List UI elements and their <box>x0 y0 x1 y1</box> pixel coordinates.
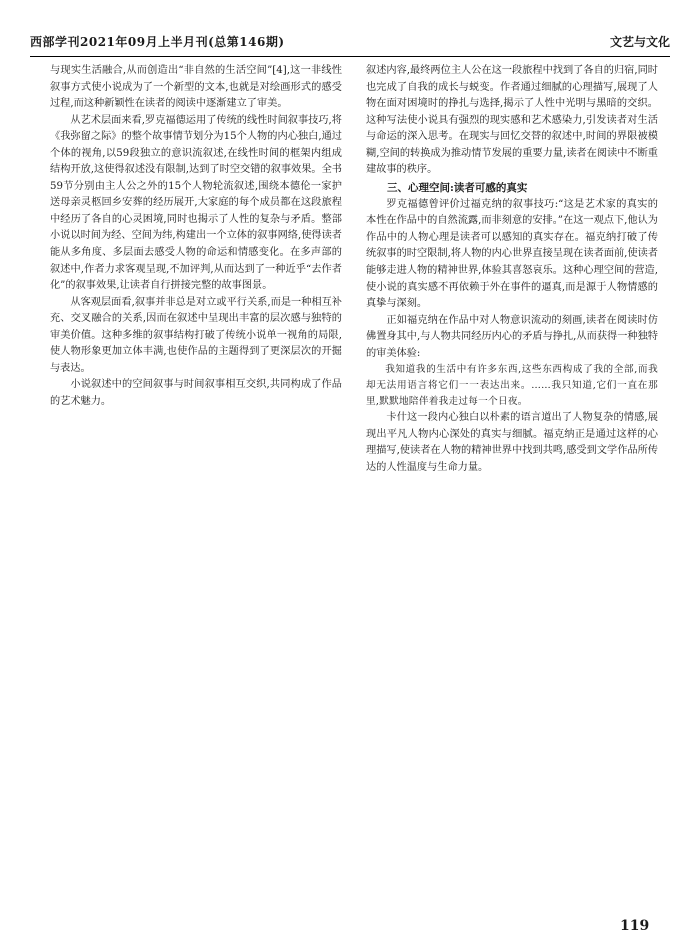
paragraph: 与现实生活融合,从而创造出“非自然的生活空间”[4],这一非线性叙事方式使小说成为了一个新型的文本,也就是对绘画形式的感受过程,而这种新颖性在读者的阅读中逐渐建立了审美。 <box>50 65 342 110</box>
page-number: 119 <box>620 918 650 934</box>
section-title: 文艺与文化 <box>609 35 670 49</box>
paragraph: 从艺术层面来看,罗克福德运用了传统的线性时间叙事技巧,将《我弥留之际》的整个故事情节划分为15个人物的内心独白,通过个体的视角,以59段独立的意识流叙述,在线性时间的框架内组成结构开放,这使得叙述没有限制,达到了时空交错的叙事效果。全书59节分别由主人公之外的15个人物轮流叙述,围绕本德伦一家护送母亲灵柩回乡安葬的经历展开,大家庭的每个成员都在这段旅程中经历了各自的心灵困境,同时也揭示了人性的复杂与矛盾。整部小说以时间为经、空间为纬,构建出一个立体的叙事网络,使得读者能从多角度、多层面去感受人物的命运和情感变化。在多声部的叙述中,作者力求客观呈现,不加评判,从而达到了一种近乎“去作者化”的叙事效果,让读者自行拼接完整的故事图景。 <box>50 114 342 292</box>
paragraph: 卡什这一段内心独白以朴素的语言道出了人物复杂的情感,展现出平凡人物内心深处的真实与细腻。福克纳正是通过这样的心理描写,使读者在人物的精神世界中找到共鸣,感受到文学作品所传达的人性温度与生命力量。 <box>366 412 658 473</box>
paragraph: 从客观层面看,叙事并非总是对立或平行关系,而是一种相互补充、交叉融合的关系,因而在叙述中呈现出丰富的层次感与独特的审美价值。这种多维的叙事结构打破了传统小说单一视角的局限,使人物形象更加立体丰满,也使作品的主题得到了更深层次的开掘与表达。 <box>50 296 342 374</box>
header-rule <box>30 56 670 57</box>
section-heading: 三、心理空间:读者可感的真实 <box>387 181 528 194</box>
journal-title: 西部学刊2021年09月上半月刊(总第146期) <box>30 35 285 49</box>
right-column <box>366 63 658 913</box>
paragraph: 叙述内容,最终两位主人公在这一段旅程中找到了各自的归宿,同时也完成了自我的成长与蜕变。作者通过细腻的心理描写,展现了人物在面对困境时的挣扎与选择,揭示了人性中光明与黑暗的交织。这种写法使小说具有强烈的现实感和艺术感染力,引发读者对生活与命运的深入思考。在现实与回忆交替的叙述中,时间的界限被模糊,空间的转换成为推动情节发展的重要力量,读者在阅读中不断重建故事的秩序。 <box>366 65 658 176</box>
block-quote <box>366 362 658 410</box>
quote-text: 我知道我的生活中有许多东西,这些东西构成了我的全部,而我却无法用语言将它们一一表达出来。……我只知道,它们一直在那里,默默地陪伴着我走过每一个日夜。 <box>366 364 658 408</box>
paragraph: 罗克福德曾评价过福克纳的叙事技巧:“这是艺术家的真实的本性在作品中的自然流露,而非刻意的安排。”在这一观点下,他认为作品中的人物心理是读者可以感知的真实存在。福克纳打破了传统叙事的时空限制,将人物的内心世界直接呈现在读者面前,使读者能够走进人物的精神世界,体验其喜怒哀乐。这种心理空间的营造,使小说的真实感不再依赖于外在事件的逼真,而是源于人物情感的真挚与深刻。 <box>366 198 658 310</box>
left-column <box>50 63 342 913</box>
paragraph: 小说叙述中的空间叙事与时间叙事相互交织,共同构成了作品的艺术魅力。 <box>50 379 342 407</box>
page-header <box>30 30 670 50</box>
paragraph: 正如福克纳在作品中对人物意识流动的刻画,读者在阅读时仿佛置身其中,与人物共同经历内心的矛盾与挣扎,从而获得一种独特的审美体验: <box>366 314 658 359</box>
